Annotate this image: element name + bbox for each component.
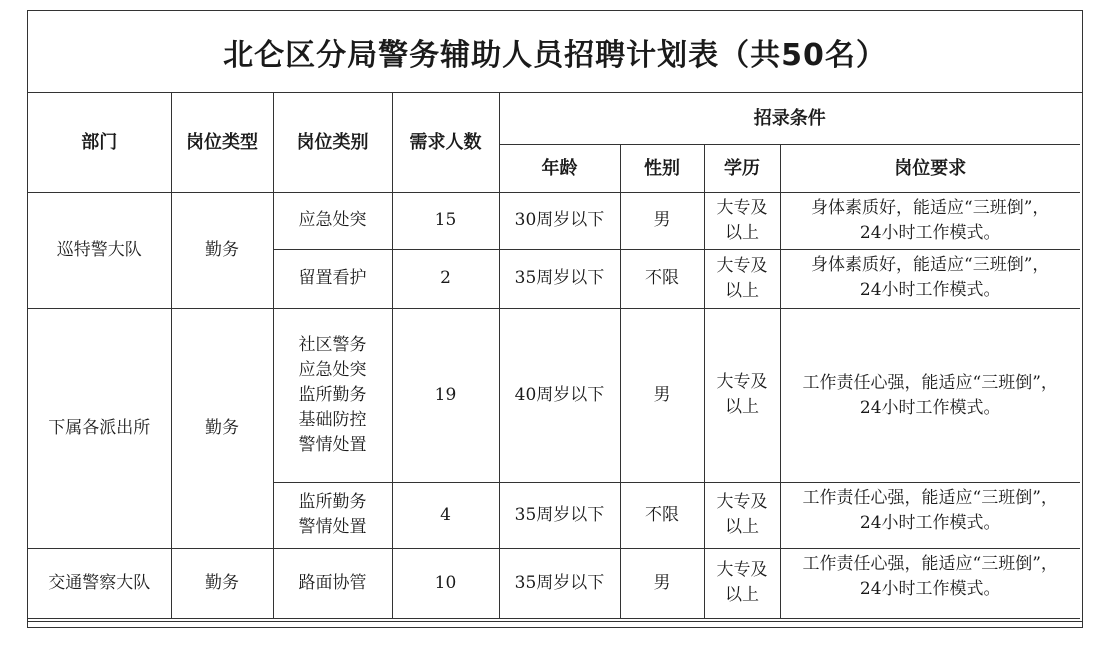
post-category-cell-line: 应急处突 xyxy=(298,210,367,230)
age-cell: 35周岁以下 xyxy=(499,482,620,548)
age-cell: 40周岁以下 xyxy=(499,308,620,482)
post-type-cell: 勤务 xyxy=(171,308,273,548)
header-count: 需求人数 xyxy=(392,93,499,192)
education-cell-line: 以上 xyxy=(725,222,759,243)
post-category-cell-line: 路面协管 xyxy=(298,572,367,593)
table-row xyxy=(28,192,1080,249)
education-cell-line: 大专及 xyxy=(716,560,768,580)
page-title: 北仑区分局警务辅助人员招聘计划表（共50名） xyxy=(28,11,1082,93)
count-cell: 19 xyxy=(392,308,499,482)
education-cell xyxy=(704,249,780,308)
requirement-cell-line: 工作责任心强，能适应“三班倒”， xyxy=(802,372,1058,393)
gender-cell: 男 xyxy=(620,548,704,618)
education-cell xyxy=(704,192,780,249)
bottom-rule xyxy=(27,621,1083,622)
department-cell: 巡特警大队 xyxy=(28,192,171,308)
header-education: 学历 xyxy=(704,144,780,192)
header-conditions: 招录条件 xyxy=(499,93,1080,144)
header-gender: 性别 xyxy=(620,144,704,192)
requirement-cell-line: 24小时工作模式。 xyxy=(859,279,1001,300)
post-type-cell: 勤务 xyxy=(171,192,273,308)
education-cell xyxy=(704,482,780,548)
requirement-cell xyxy=(780,548,1080,618)
education-cell xyxy=(704,548,780,618)
post-category-cell xyxy=(273,548,392,618)
post-category-cell xyxy=(273,482,392,548)
gender-cell: 男 xyxy=(620,308,704,482)
header-age: 年龄 xyxy=(499,144,620,192)
age-cell: 30周岁以下 xyxy=(499,192,620,249)
count-cell: 2 xyxy=(392,249,499,308)
post-category-cell-line: 警情处置 xyxy=(298,517,367,537)
recruitment-table xyxy=(28,93,1080,619)
post-category-cell-line: 留置看护 xyxy=(298,268,367,288)
requirement-cell-line: 24小时工作模式。 xyxy=(859,222,1001,243)
requirement-cell-line: 24小时工作模式。 xyxy=(859,397,1001,418)
count-cell: 15 xyxy=(392,192,499,249)
post-category-cell-line: 基础防控 xyxy=(298,409,367,430)
education-cell-line: 大专及 xyxy=(716,197,768,218)
education-cell-line: 大专及 xyxy=(716,255,768,276)
count-cell: 10 xyxy=(392,548,499,618)
requirement-cell-line: 24小时工作模式。 xyxy=(859,578,1001,599)
education-cell-line: 大专及 xyxy=(716,492,768,512)
post-category-cell-line: 警情处置 xyxy=(298,434,367,455)
requirement-cell xyxy=(780,249,1080,308)
education-cell-line: 以上 xyxy=(725,585,759,605)
education-cell-line: 以上 xyxy=(725,517,759,537)
post-category-cell-line: 监所勤务 xyxy=(298,384,367,405)
department-cell: 交通警察大队 xyxy=(28,548,171,618)
recruitment-plan-sheet xyxy=(27,10,1083,628)
age-cell: 35周岁以下 xyxy=(499,548,620,618)
gender-cell: 男 xyxy=(620,192,704,249)
gender-cell: 不限 xyxy=(620,249,704,308)
post-category-cell xyxy=(273,192,392,249)
requirement-cell xyxy=(780,308,1080,482)
requirement-cell-line: 24小时工作模式。 xyxy=(859,512,1001,533)
post-category-cell-line: 监所勤务 xyxy=(298,492,367,512)
gender-cell: 不限 xyxy=(620,482,704,548)
post-type-cell: 勤务 xyxy=(171,548,273,618)
requirement-cell-line: 身体素质好，能适应“三班倒”， xyxy=(811,254,1050,275)
requirement-cell xyxy=(780,192,1080,249)
education-cell-line: 大专及 xyxy=(716,372,768,392)
header-requirements: 岗位要求 xyxy=(780,144,1080,192)
education-cell-line: 以上 xyxy=(725,280,759,301)
requirement-cell-line: 工作责任心强，能适应“三班倒”， xyxy=(802,553,1058,574)
department-cell: 下属各派出所 xyxy=(28,308,171,548)
table-body xyxy=(28,192,1080,618)
post-category-cell xyxy=(273,249,392,308)
table-row xyxy=(28,548,1080,618)
count-cell: 4 xyxy=(392,482,499,548)
education-cell xyxy=(704,308,780,482)
header-department: 部门 xyxy=(28,93,171,192)
requirement-cell xyxy=(780,482,1080,548)
requirement-cell-line: 身体素质好，能适应“三班倒”， xyxy=(811,197,1050,218)
requirement-cell-line: 工作责任心强，能适应“三班倒”， xyxy=(802,487,1058,508)
education-cell-line: 以上 xyxy=(725,397,759,417)
table-row xyxy=(28,308,1080,482)
post-category-cell-line: 社区警务 xyxy=(298,334,367,355)
header-post-type: 岗位类型 xyxy=(171,93,273,192)
age-cell: 35周岁以下 xyxy=(499,249,620,308)
post-category-cell xyxy=(273,308,392,482)
post-category-cell-line: 应急处突 xyxy=(298,359,367,380)
header-post-category: 岗位类别 xyxy=(273,93,392,192)
